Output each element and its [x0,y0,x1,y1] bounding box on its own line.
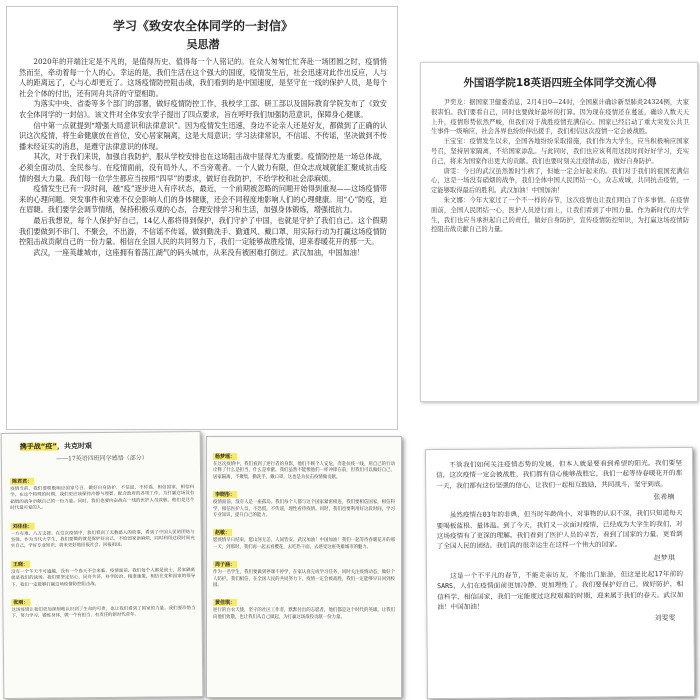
printout-subheading: ——17英语四班同学感悟（部分） [56,454,148,463]
highlighted-name: 李晓彤： [215,492,236,499]
document-letter-reflection [6,6,398,430]
highlighted-name: 张雨： [11,599,30,606]
paragraph: 疫情面前，没有人是一座孤岛。我们每个人都与这个国家紧密相连，我们要相信国家，相信科学，相信医护人员，不恐慌，不传谣，理性看待疫情。同时，我们也要利用好这段时间，学习专业知识，提升自己的能力。 [213,500,395,519]
signature: 刘雯雯 [654,614,676,623]
document-class-reflections [420,62,698,402]
highlighted-name: 刘佳佳： [11,522,35,529]
paragraph: 在这次疫情中，我们看到了逆行者的身影，他们不顾个人安危，奔赴抗疫一线，用自己的行动诠释了什么是担当，什么是奉献。我们虽然不能像他们一样冲锋在前，但我们可以做好自己，居家隔离，不聚集，勤洗手，戴口罩，这也是为抗击疫情做贡献。 [213,462,395,480]
paragraph: 2020年的开端注定是不凡的，是值得历史、值得每一个人铭记的。在众人匆匆忙忙奔赴一场团圆之时，疫情悄然而至，牵动着每一个人的心。幸运的是，我们生活在这个强大的国度，疫情发生后，社会迅速对此作出反应，人与人的距离远了，心与心却更近了。这场疫情防控阻击战，我们看到的是中国速度，是坚守在一线的保护人员，是每个社会个体的付出，还有同舟共济的守望相助。 [19,57,387,98]
paragraph: 虽然疫情在03年的非典，但当时年龄尚小，对事物的认识不深，我们只知道每天要喝板蓝根、量体温。到了今天，我们又一次面对疫情，已经成为大学生的我们，对这场疫情有了更深的理解。我们看到了医护人员的辛苦，看到了国家的力量，更看到了全国人民的团结。我们真的很幸运生在这样一个伟大的国家。 [436,509,683,551]
heading-text: ，共克时艰 [56,442,92,451]
document-printout-page-1 [1,431,204,699]
paragraph: 尹奕龙：据国家卫健委消息，2月4日0—24时，全国累计确诊新型肺炎24324例，大家很害怕。我们要看自己，同时也要做好最坏的打算。因为现在疫情还在蔓延，确诊人数天天上升，疫情形势依然严峻，但我们对于战胜疫情充满信心。国家已经启动了重大突发公共卫生事件一级响应，社会各界也纷纷伸出援手，我们相信这次疫情一定会被战胜。 [431,99,689,136]
paragraph: 王宝宝：疫情发生以来，全国各地纷纷采取措施，我们作为大学生，应当积极响应国家号召，坚持居家隔离，不给国家添乱。与此同时，我们也应该利用这段时间好好学习，充实自己，将来为国家作出更大的贡献。我们也要时刻关注疫情动态，做好自身防护。 [431,138,689,165]
signature: 赵梦琪 [653,553,675,563]
paragraph: 这是一个不平凡的春节，不能走亲访友，不能出门旅游，但这是比起17年前的SARS，人们在疫情面前更加冷静、更加理性了。我们要保护好自己，做好防护，相信科学，相信国家，我们一定能度过这段艰难的时期，迎来属于我们的春天。武汉加油！中国加油！ [437,569,684,612]
paragraph: 愿疫情早日结束，愿山河无恙，人间皆安。武汉加油！中国加油！我们一起等待春暖花开的那一天，到那时，我们再一起去看樱花，去吃热干面，去感受这座英雄城市的魅力。 [213,538,395,550]
document-printout-page-2 [206,436,402,698]
document-typed-reflections [425,447,695,699]
document-author: 吴思潜 [186,38,220,51]
signature: 张希楠 [653,493,675,502]
paragraph: 作为一名学生，我们要做到停课不停学，在家认真完成学习任务，同时关注疫情动态，做好个人防护。我们相信，在全国人民的共同努力下，疫情一定会被战胜，我们一定能够早日回到校园。 [213,570,395,589]
paragraph: 这场疫情让我们更加深刻地认识到了生命的可贵，也让我们看到了国家的力量。我们要珍惜当下，努力学习，锻炼身体，做一个有担当、有责任的新时代青年。 [11,606,196,620]
highlighted-heading-text: 携手战“疫” [19,442,58,451]
highlighted-name: 杨梦瑶： [215,454,236,460]
paragraph: 逆行的白衣天使，坚守的社区工作者，默默付出的志愿者，他们都是这个时代的英雄。让我们向他们致敬，也让我们从自己做起，为打赢这场战役贡献一份力量。 [213,608,395,620]
highlighted-name: 周子涵： [215,562,236,569]
printout-heading [20,440,194,452]
paragraph: 信中第一点就提到“增强大局意识和法律意识”。因为疫情发生迅速，身边不论亲人还是好友，都做到了正确的认识这次疫情，将生命健康放在首位，安心居家隔离，这是大局意识；学习法律常识，不信谣、不传谣，坚决做到不传播未经证实的消息，是遵守法律意识的体现。 [19,120,387,151]
paragraph: 其次，对于我们来说，加强自我防护，服从学校安排也在这场阻击战中显得尤为重要。疫情防控是一场总体战，必须全面动员、全民参与。在疫情面前，没有局外人，不当旁观者。一个人做力有限，但众志成城就能汇聚成抗击疫情的强大力量。我们每一位学生都应当按照“四早”的要求，做好自我防护，不给学校和社会添麻烦。 [19,152,387,183]
paragraph: 疫情发生已有一段时间，越“疫”逐步进入有序状态，最近，一个前期被忽略的问题开始得到重视——这场疫情带来的心理问题。突发事件和灾难不仅会影响人们的身体健康，还会不同程度地影响人们的心理健康。用“心”防疫，迫在眉睫。我们要学会调节情绪，保持积极乐观的心态，合理安排学习和生活，加强身体锻炼，增强抵抗力。 [19,184,387,215]
paragraph: 没有一个冬天不可逾越，没有一个春天不会来临。疫情面前，我们每个人都是战士，居家隔离就是我们的战场。我们要坚定信心，同舟共济，科学防治，精准施策，相信在党和国家的领导下，我们一定能够打赢这场疫情防控阻击战。 [11,567,196,588]
highlighted-name: 陈君君： [10,478,34,485]
paragraph: 一方有难，八方支援。在这次疫情中，我们看到了无数感人的故事，看到了中国人民的团结与坚强。作为当代大学生，我们要做的就是保护好自己，不给国家添麻烦，同时利用这段时间充实自己，学好专业知识，将来更好地回报社会，回报祖国。 [10,529,195,550]
paragraph: 武汉，一座英雄城市，这座拥有着荡江湖气的码头城市，从来没有被困难打倒过。武汉加油，中国加油！ [33,247,365,257]
paragraph: 疫情当前，我们要积极响应国家号召，做好自身防护，不信谣、不传谣，相信国家，相信科学。在这个特殊的时期，我们更应该保持冷静与理智，配合政府的各项工作，为打赢这场没有硝烟的战争贡献自己的一份力量。同时，我们也要向奋战在一线的医护人员致敬，他们是这个时代最可爱的人。 [10,485,195,512]
document-title: 学习《致安农全体同学的一封信》 [112,19,293,33]
paragraph: 最后我想说，每个人保护好自己，14亿人都将得到保护，我们守护了中国，也就是守护了我们自己。这个假期我们要做到不串门、不聚会，不出游，不信谣不传谣，做到勤洗手、勤通风、戴口罩，用实际行动为打赢这场疫情防控阻击战贡献自己的一份力量。相信在全国人民的共同努力下，我们一定能够战胜疫情，迎来春暖花开的那一天。 [19,215,387,247]
paragraph: 朱文娜：今年大家过了一个不一样的春节，这次疫情也让我们明白了许多事情。在疫情面前，全国人民团结一心，医护人员逆行而上，让我们看到了中国力量。作为新时代的大学生，我们也应当承担起自己的责任，做好自身防护，宣传疫情防控知识，为打赢这场疫情防控阻击战贡献自己的力量。 [431,196,689,234]
paragraph: 不管我们如何关注疫情态势的发展，但本人就是要看到希望的阳光。我们要坚信，这次疫情一定会被战胜，我们都有信心能够战胜它，我们一起等待春暖花开的那一天，我们都有这份坚强的信心，让我们一起相互鼓励，共同战斗，坚守到底。 [436,458,683,490]
paragraph: 为落实中央、省委等多个部门的部署，做好疫情防控工作，我校学工部、研工部以及国际教育学院发布了《致安农全体同学的一封信》。该文件对全体安农学子提出了四点要求，旨在呼吁我们加强防范意识，保障身心健康。 [19,99,387,119]
highlighted-name: 黄佳琪： [215,600,236,607]
highlighted-name: 王晓： [11,561,30,568]
highlighted-name: 赵敏： [215,530,231,537]
paragraph: 唐雯：今日的武汉虽然暂时生病了，但她一定会好起来的。我们对于我们的祖国充满信心，这是一场没有硝烟的战争，我们全体中国人民团结一心，众志成城，共同抗击疫情，一定能够取得最后的胜利。武汉加油！中国加油！ [431,167,689,195]
document-title: 外国语学院18英语四班全体同学交流心得 [463,77,657,89]
